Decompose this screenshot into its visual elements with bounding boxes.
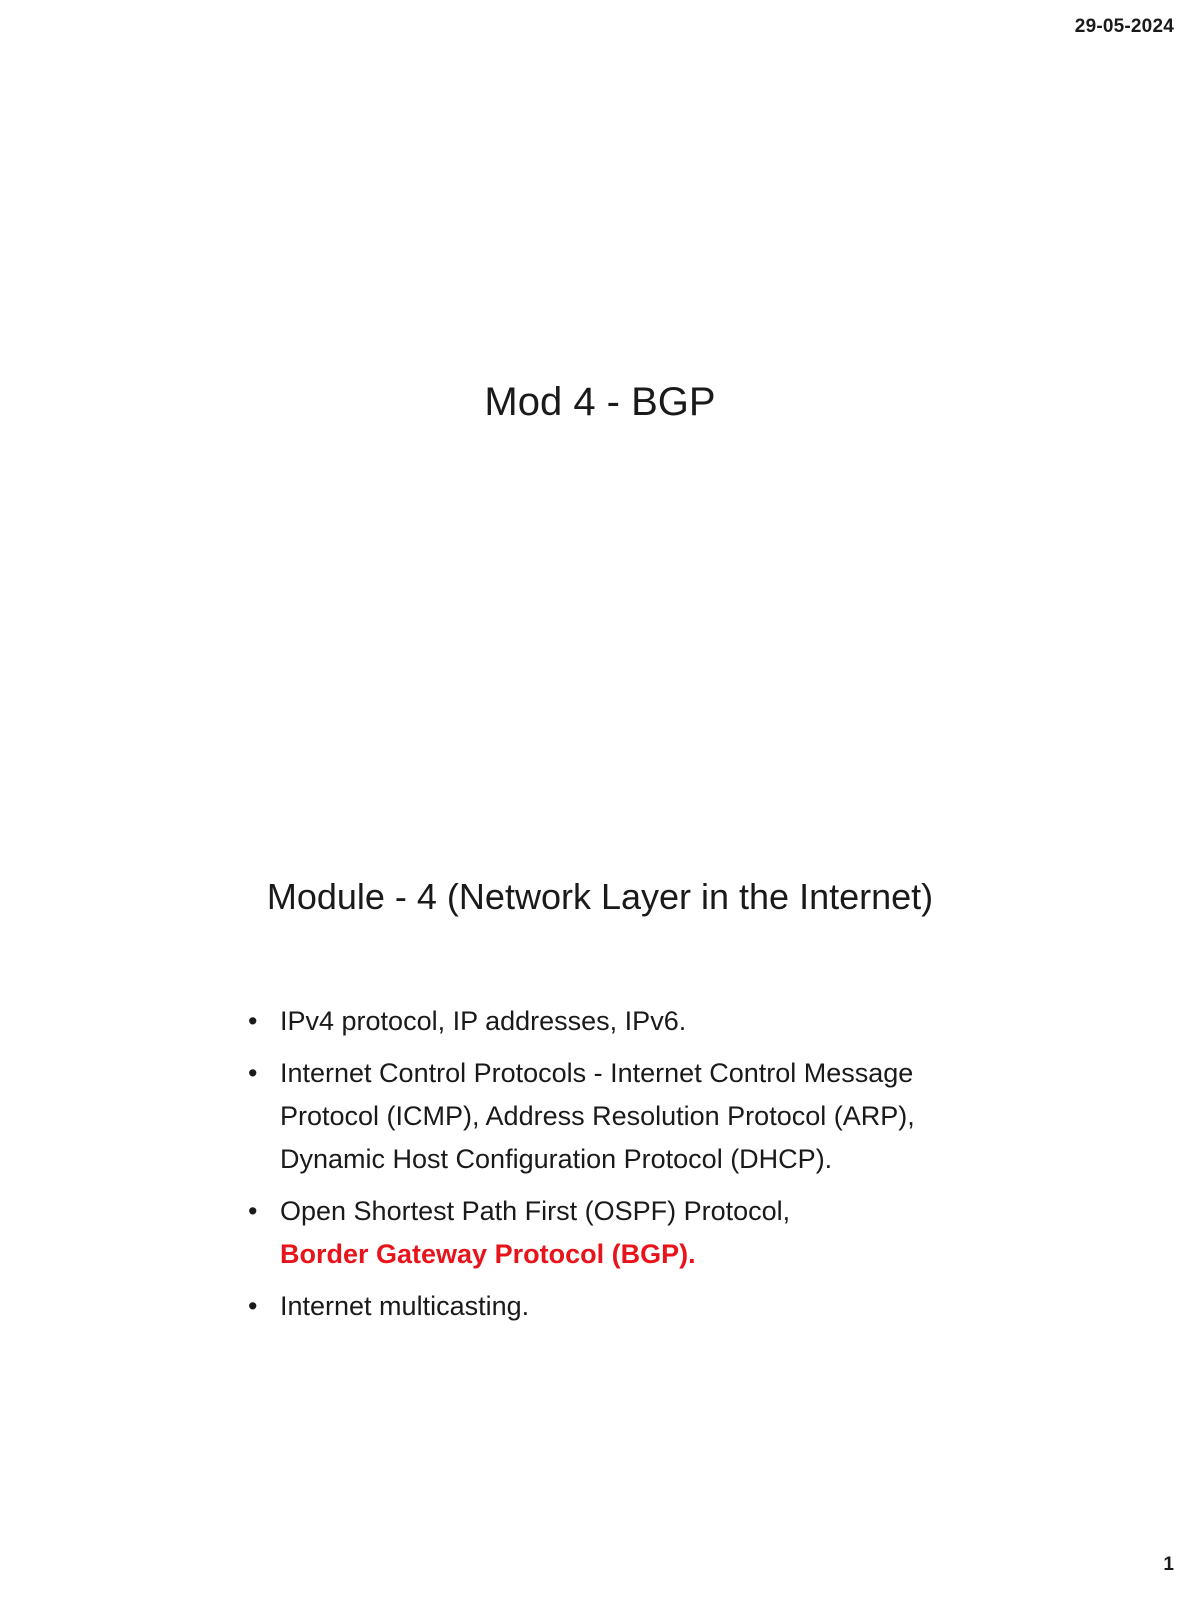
bullet-highlight-bgp: Border Gateway Protocol (BGP).: [280, 1239, 696, 1269]
bullet-dot-icon: •: [248, 1291, 258, 1321]
bullet-item: [244, 1285, 944, 1328]
bullet-text: Internet Control Protocols - Internet Control Message Protocol (ICMP), Address Resolution Protocol (ARP), Dynamic Host Configuration Protocol (DHCP).: [280, 1058, 915, 1174]
topic-bullet-list: [244, 1000, 944, 1337]
bullet-text: IPv4 protocol, IP addresses, IPv6.: [280, 1006, 687, 1036]
bullet-item: [244, 1000, 944, 1043]
page-number: 1: [1163, 1554, 1174, 1575]
bullet-dot-icon: •: [248, 1058, 258, 1088]
slide-title-module4: Module - 4 (Network Layer in the Internet): [266, 876, 934, 917]
bullet-item: [244, 1052, 944, 1181]
slide-date: 29-05-2024: [1074, 16, 1174, 37]
slide-title-mod4-bgp: Mod 4 - BGP: [484, 380, 716, 424]
bullet-text: Open Shortest Path First (OSPF) Protocol,: [280, 1196, 791, 1226]
bullet-dot-icon: •: [248, 1006, 258, 1036]
bullet-dot-icon: •: [248, 1196, 258, 1226]
bullet-item: [244, 1190, 944, 1276]
bullet-text: Internet multicasting.: [280, 1291, 530, 1321]
